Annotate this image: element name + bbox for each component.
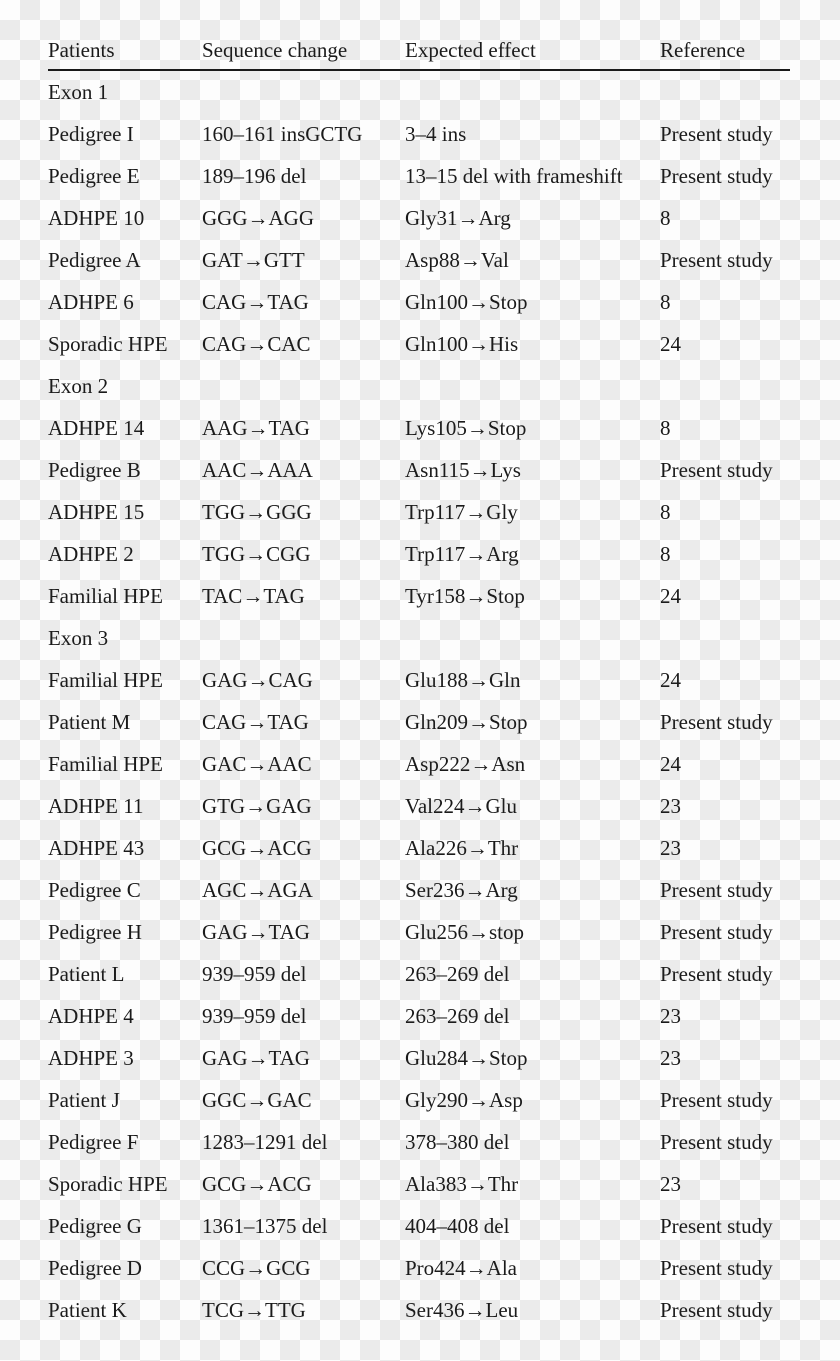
table-row bbox=[48, 1037, 790, 1079]
table-row bbox=[48, 1121, 790, 1163]
reference-cell: Present study bbox=[660, 919, 773, 944]
expected-effect-cell: Tyr158→Stop bbox=[405, 583, 525, 608]
patient-cell: Familial HPE bbox=[48, 751, 163, 776]
sequence-change-cell: CAG→TAG bbox=[202, 289, 309, 314]
table-row bbox=[48, 743, 790, 785]
patient-cell: ADHPE 11 bbox=[48, 793, 144, 818]
patient-cell: ADHPE 43 bbox=[48, 835, 145, 860]
reference-cell: Present study bbox=[660, 1129, 773, 1154]
reference-cell: Present study bbox=[660, 1297, 773, 1322]
reference-cell: 8 bbox=[660, 541, 671, 566]
patient-cell: Pedigree B bbox=[48, 457, 141, 482]
sequence-change-cell: GAG→TAG bbox=[202, 919, 310, 944]
reference-cell: Present study bbox=[660, 709, 773, 734]
expected-effect-cell: Gly290→Asp bbox=[405, 1087, 523, 1112]
sequence-change-cell: 160–161 insGCTG bbox=[202, 121, 363, 146]
sequence-change-cell: GTG→GAG bbox=[202, 793, 312, 818]
patient-cell: Pedigree H bbox=[48, 919, 142, 944]
sequence-change-cell: 939–959 del bbox=[202, 961, 307, 986]
expected-effect-cell: Asn115→Lys bbox=[405, 457, 521, 482]
patient-cell: Patient K bbox=[48, 1297, 127, 1322]
sequence-change-cell: CCG→GCG bbox=[202, 1255, 311, 1280]
reference-cell: 23 bbox=[660, 793, 681, 818]
sequence-change-cell: TGG→CGG bbox=[202, 541, 311, 566]
expected-effect-cell: Ser436→Leu bbox=[405, 1297, 519, 1322]
patient-cell: ADHPE 2 bbox=[48, 541, 134, 566]
patient-cell: ADHPE 4 bbox=[48, 1003, 134, 1028]
expected-effect-cell: Gly31→Arg bbox=[405, 205, 511, 230]
reference-cell: 8 bbox=[660, 289, 671, 314]
reference-cell: 24 bbox=[660, 667, 681, 692]
sequence-change-cell: CAG→TAG bbox=[202, 709, 309, 734]
expected-effect-cell: 263–269 del bbox=[405, 1003, 510, 1028]
table-body bbox=[48, 71, 790, 1331]
table-row bbox=[48, 407, 790, 449]
expected-effect-cell: Ala383→Thr bbox=[405, 1171, 519, 1196]
column-header-sequence-change: Sequence change bbox=[202, 38, 348, 62]
table-row bbox=[48, 1205, 790, 1247]
expected-effect-cell: 378–380 del bbox=[405, 1129, 510, 1154]
section-label: Exon 2 bbox=[48, 373, 109, 398]
patient-cell: Familial HPE bbox=[48, 667, 163, 692]
expected-effect-cell: Gln100→Stop bbox=[405, 289, 528, 314]
table-row bbox=[48, 659, 790, 701]
reference-cell: Present study bbox=[660, 163, 773, 188]
expected-effect-cell: 263–269 del bbox=[405, 961, 510, 986]
reference-cell: Present study bbox=[660, 247, 773, 272]
reference-cell: 24 bbox=[660, 331, 681, 356]
expected-effect-cell: Gln100→His bbox=[405, 331, 519, 356]
sequence-change-cell: GGG→AGG bbox=[202, 205, 314, 230]
patient-cell: ADHPE 10 bbox=[48, 205, 145, 230]
expected-effect-cell: Pro424→Ala bbox=[405, 1255, 517, 1280]
table-row bbox=[48, 575, 790, 617]
column-header-patients: Patients bbox=[48, 38, 115, 62]
sequence-change-cell: 939–959 del bbox=[202, 1003, 307, 1028]
patient-cell: Pedigree C bbox=[48, 877, 141, 902]
sequence-change-cell: GAC→AAC bbox=[202, 751, 312, 776]
table-row bbox=[48, 491, 790, 533]
expected-effect-cell: Ser236→Arg bbox=[405, 877, 518, 902]
reference-cell: Present study bbox=[660, 961, 773, 986]
table-row bbox=[48, 533, 790, 575]
table-row bbox=[48, 1289, 790, 1331]
patient-cell: Sporadic HPE bbox=[48, 331, 168, 356]
sequence-change-cell: 189–196 del bbox=[202, 163, 307, 188]
section-row bbox=[48, 617, 790, 659]
sequence-change-cell: GCG→ACG bbox=[202, 835, 312, 860]
table-row bbox=[48, 869, 790, 911]
sequence-change-cell: TCG→TTG bbox=[202, 1297, 306, 1322]
patient-cell: Familial HPE bbox=[48, 583, 163, 608]
expected-effect-cell: Trp117→Gly bbox=[405, 499, 518, 524]
patient-cell: Pedigree A bbox=[48, 247, 141, 272]
column-header-reference: Reference bbox=[660, 38, 746, 62]
patient-cell: ADHPE 14 bbox=[48, 415, 145, 440]
table-row bbox=[48, 197, 790, 239]
table-row bbox=[48, 1079, 790, 1121]
sequence-change-cell: GAT→GTT bbox=[202, 247, 305, 272]
sequence-change-cell: GCG→ACG bbox=[202, 1171, 312, 1196]
reference-cell: 23 bbox=[660, 1045, 681, 1070]
reference-cell: Present study bbox=[660, 457, 773, 482]
table-row bbox=[48, 785, 790, 827]
table-row bbox=[48, 239, 790, 281]
expected-effect-cell: Lys105→Stop bbox=[405, 415, 527, 440]
table-row bbox=[48, 953, 790, 995]
reference-cell: Present study bbox=[660, 1213, 773, 1238]
patient-cell: Patient L bbox=[48, 961, 125, 986]
reference-cell: 8 bbox=[660, 499, 671, 524]
reference-cell: Present study bbox=[660, 1087, 773, 1112]
section-row bbox=[48, 71, 790, 113]
patient-cell: Pedigree I bbox=[48, 121, 134, 146]
sequence-change-cell: AAC→AAA bbox=[202, 457, 313, 482]
expected-effect-cell: 3–4 ins bbox=[405, 121, 467, 146]
column-header-expected-effect: Expected effect bbox=[405, 38, 536, 62]
reference-cell: 23 bbox=[660, 1171, 681, 1196]
sequence-change-cell: CAG→CAC bbox=[202, 331, 311, 356]
expected-effect-cell: Asp88→Val bbox=[405, 247, 509, 272]
table-row bbox=[48, 1247, 790, 1289]
sequence-change-cell: AGC→AGA bbox=[202, 877, 313, 902]
expected-effect-cell: Glu284→Stop bbox=[405, 1045, 528, 1070]
reference-cell: Present study bbox=[660, 877, 773, 902]
expected-effect-cell: Gln209→Stop bbox=[405, 709, 528, 734]
sequence-change-cell: 1361–1375 del bbox=[202, 1213, 328, 1238]
reference-cell: Present study bbox=[660, 121, 773, 146]
table-row bbox=[48, 155, 790, 197]
patient-cell: ADHPE 6 bbox=[48, 289, 134, 314]
expected-effect-cell: Glu256→stop bbox=[405, 919, 525, 944]
table-row bbox=[48, 827, 790, 869]
patient-cell: ADHPE 15 bbox=[48, 499, 145, 524]
mutations-table bbox=[48, 0, 790, 1331]
reference-cell: 8 bbox=[660, 415, 671, 440]
sequence-change-cell: 1283–1291 del bbox=[202, 1129, 328, 1154]
table-row bbox=[48, 281, 790, 323]
expected-effect-cell: Ala226→Thr bbox=[405, 835, 519, 860]
table-row bbox=[48, 323, 790, 365]
sequence-change-cell: AAG→TAG bbox=[202, 415, 310, 440]
table-row bbox=[48, 701, 790, 743]
sequence-change-cell: TAC→TAG bbox=[202, 583, 305, 608]
patient-cell: Pedigree D bbox=[48, 1255, 142, 1280]
expected-effect-cell: Glu188→Gln bbox=[405, 667, 521, 692]
table-row bbox=[48, 113, 790, 155]
reference-cell: 8 bbox=[660, 205, 671, 230]
table-row bbox=[48, 449, 790, 491]
expected-effect-cell: 404–408 del bbox=[405, 1213, 510, 1238]
sequence-change-cell: TGG→GGG bbox=[202, 499, 312, 524]
patient-cell: Pedigree E bbox=[48, 163, 140, 188]
reference-cell: Present study bbox=[660, 1255, 773, 1280]
reference-cell: 24 bbox=[660, 583, 681, 608]
patient-cell: ADHPE 3 bbox=[48, 1045, 134, 1070]
patient-cell: Patient M bbox=[48, 709, 131, 734]
reference-cell: 23 bbox=[660, 835, 681, 860]
section-label: Exon 1 bbox=[48, 79, 109, 104]
patient-cell: Pedigree F bbox=[48, 1129, 139, 1154]
expected-effect-cell: Trp117→Arg bbox=[405, 541, 519, 566]
patient-cell: Patient J bbox=[48, 1087, 120, 1112]
reference-cell: 23 bbox=[660, 1003, 681, 1028]
expected-effect-cell: Val224→Glu bbox=[405, 793, 517, 818]
patient-cell: Sporadic HPE bbox=[48, 1171, 168, 1196]
sequence-change-cell: GAG→TAG bbox=[202, 1045, 310, 1070]
table-header-row bbox=[48, 0, 790, 71]
section-row bbox=[48, 365, 790, 407]
table-row bbox=[48, 995, 790, 1037]
section-label: Exon 3 bbox=[48, 625, 109, 650]
expected-effect-cell: Asp222→Asn bbox=[405, 751, 526, 776]
reference-cell: 24 bbox=[660, 751, 681, 776]
table-row bbox=[48, 911, 790, 953]
table-row bbox=[48, 1163, 790, 1205]
sequence-change-cell: GGC→GAC bbox=[202, 1087, 312, 1112]
expected-effect-cell: 13–15 del with frameshift bbox=[405, 163, 623, 188]
patient-cell: Pedigree G bbox=[48, 1213, 142, 1238]
sequence-change-cell: GAG→CAG bbox=[202, 667, 313, 692]
